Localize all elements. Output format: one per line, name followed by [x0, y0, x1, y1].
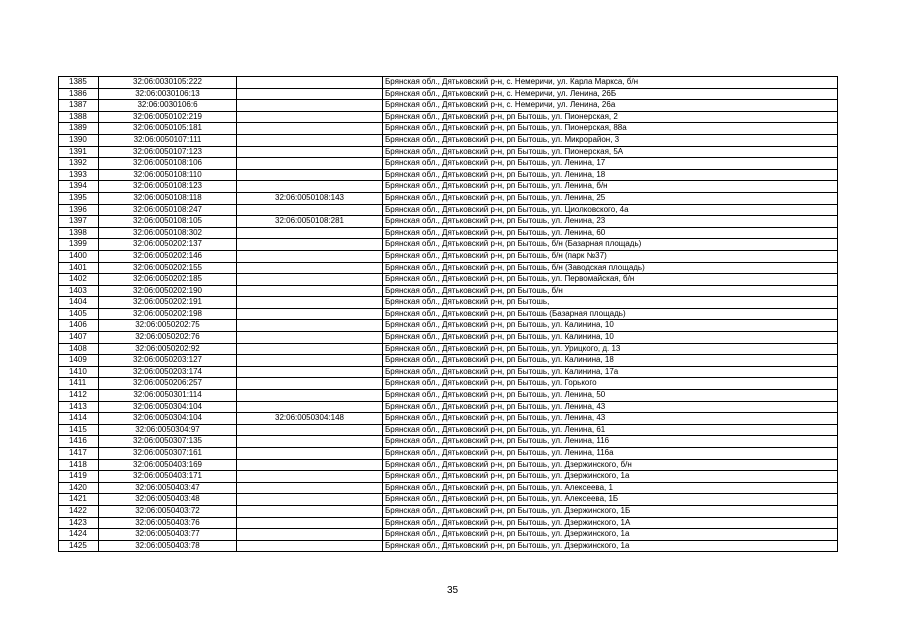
- sub-cadastral-number-cell: 32:06:0050304:148: [237, 413, 383, 425]
- address-cell: Брянская обл., Дятьковский р-н, с. Немеричи, ул. Ленина, 26а: [383, 100, 838, 112]
- cadastral-number-cell: 32:06:0050108:247: [99, 204, 237, 216]
- address-cell: Брянская обл., Дятьковский р-н, рп Бытошь, ул. Дзержинского, б/н: [383, 459, 838, 471]
- cadastral-number-cell: 32:06:0050108:302: [99, 227, 237, 239]
- table-row: [59, 88, 838, 100]
- table-row: [59, 424, 838, 436]
- row-number-cell: 1386: [59, 88, 99, 100]
- cadastral-number-cell: 32:06:0050403:169: [99, 459, 237, 471]
- row-number-cell: 1425: [59, 540, 99, 552]
- cadastral-number-cell: 32:06:0050108:123: [99, 181, 237, 193]
- sub-cadastral-number-cell: [237, 378, 383, 390]
- table-row: [59, 192, 838, 204]
- row-number-cell: 1405: [59, 308, 99, 320]
- address-cell: Брянская обл., Дятьковский р-н, рп Бытошь, ул. Ленина, 60: [383, 227, 838, 239]
- row-number-cell: 1396: [59, 204, 99, 216]
- sub-cadastral-number-cell: [237, 134, 383, 146]
- address-cell: Брянская обл., Дятьковский р-н, рп Бытошь, б/н: [383, 285, 838, 297]
- sub-cadastral-number-cell: [237, 505, 383, 517]
- cadastral-number-cell: 32:06:0050108:105: [99, 216, 237, 228]
- row-number-cell: 1412: [59, 390, 99, 402]
- row-number-cell: 1402: [59, 274, 99, 286]
- row-number-cell: 1417: [59, 448, 99, 460]
- sub-cadastral-number-cell: [237, 482, 383, 494]
- row-number-cell: 1399: [59, 239, 99, 251]
- row-number-cell: 1406: [59, 320, 99, 332]
- row-number-cell: 1404: [59, 297, 99, 309]
- address-cell: Брянская обл., Дятьковский р-н, рп Бытошь, ул. Ленина, 116: [383, 436, 838, 448]
- cadastral-number-cell: 32:06:0050203:174: [99, 366, 237, 378]
- row-number-cell: 1415: [59, 424, 99, 436]
- cadastral-number-cell: 32:06:0050108:106: [99, 158, 237, 170]
- sub-cadastral-number-cell: [237, 262, 383, 274]
- cadastral-number-cell: 32:06:0050307:161: [99, 448, 237, 460]
- row-number-cell: 1418: [59, 459, 99, 471]
- address-cell: Брянская обл., Дятьковский р-н, рп Бытошь, ул. Калинина, 10: [383, 320, 838, 332]
- table-row: [59, 540, 838, 552]
- table-row: [59, 378, 838, 390]
- sub-cadastral-number-cell: [237, 343, 383, 355]
- address-cell: Брянская обл., Дятьковский р-н, рп Бытошь, ул. Дзержинского, 1А: [383, 517, 838, 529]
- address-cell: Брянская обл., Дятьковский р-н, рп Бытошь, ул. Ленина, 23: [383, 216, 838, 228]
- table-row: [59, 529, 838, 541]
- address-cell: Брянская обл., Дятьковский р-н, рп Бытошь, ул. Ленина, 116а: [383, 448, 838, 460]
- register-table-body: [59, 77, 838, 552]
- row-number-cell: 1395: [59, 192, 99, 204]
- sub-cadastral-number-cell: 32:06:0050108:143: [237, 192, 383, 204]
- sub-cadastral-number-cell: [237, 448, 383, 460]
- row-number-cell: 1400: [59, 250, 99, 262]
- cadastral-number-cell: 32:06:0050202:76: [99, 332, 237, 344]
- address-cell: Брянская обл., Дятьковский р-н, рп Бытошь, ул. Ленина, 25: [383, 192, 838, 204]
- sub-cadastral-number-cell: [237, 471, 383, 483]
- cadastral-number-cell: 32:06:0050203:127: [99, 355, 237, 367]
- cadastral-number-cell: 32:06:0030106:6: [99, 100, 237, 112]
- cadastral-number-cell: 32:06:0050108:118: [99, 192, 237, 204]
- sub-cadastral-number-cell: [237, 285, 383, 297]
- cadastral-number-cell: 32:06:0050403:171: [99, 471, 237, 483]
- sub-cadastral-number-cell: [237, 390, 383, 402]
- sub-cadastral-number-cell: [237, 77, 383, 89]
- sub-cadastral-number-cell: [237, 366, 383, 378]
- table-row: [59, 320, 838, 332]
- sub-cadastral-number-cell: [237, 424, 383, 436]
- table-row: [59, 343, 838, 355]
- table-row: [59, 471, 838, 483]
- address-cell: Брянская обл., Дятьковский р-н, рп Бытошь, ул. Ленина, 61: [383, 424, 838, 436]
- row-number-cell: 1397: [59, 216, 99, 228]
- table-row: [59, 111, 838, 123]
- table-row: [59, 505, 838, 517]
- address-cell: Брянская обл., Дятьковский р-н, рп Бытошь, ул. Ленина, 43: [383, 401, 838, 413]
- table-row: [59, 413, 838, 425]
- table-row: [59, 274, 838, 286]
- table-row: [59, 227, 838, 239]
- cadastral-number-cell: 32:06:0050102:219: [99, 111, 237, 123]
- cadastral-number-cell: 32:06:0050403:47: [99, 482, 237, 494]
- row-number-cell: 1408: [59, 343, 99, 355]
- cadastral-number-cell: 32:06:0050105:181: [99, 123, 237, 135]
- table-row: [59, 285, 838, 297]
- sub-cadastral-number-cell: [237, 540, 383, 552]
- sub-cadastral-number-cell: [237, 227, 383, 239]
- sub-cadastral-number-cell: [237, 239, 383, 251]
- cadastral-number-cell: 32:06:0030106:13: [99, 88, 237, 100]
- sub-cadastral-number-cell: [237, 88, 383, 100]
- address-cell: Брянская обл., Дятьковский р-н, рп Бытошь, ул. Калинина, 10: [383, 332, 838, 344]
- address-cell: Брянская обл., Дятьковский р-н, рп Бытошь, ул. Ленина, 50: [383, 390, 838, 402]
- address-cell: Брянская обл., Дятьковский р-н, рп Бытошь,: [383, 297, 838, 309]
- sub-cadastral-number-cell: [237, 355, 383, 367]
- address-cell: Брянская обл., Дятьковский р-н, рп Бытошь, ул. Дзержинского, 1а: [383, 471, 838, 483]
- table-row: [59, 204, 838, 216]
- sub-cadastral-number-cell: [237, 308, 383, 320]
- address-cell: Брянская обл., Дятьковский р-н, рп Бытошь, ул. Дзержинского, 1Б: [383, 505, 838, 517]
- sub-cadastral-number-cell: [237, 529, 383, 541]
- register-table: [58, 76, 838, 552]
- table-row: [59, 459, 838, 471]
- row-number-cell: 1401: [59, 262, 99, 274]
- cadastral-number-cell: 32:06:0050304:104: [99, 401, 237, 413]
- row-number-cell: 1407: [59, 332, 99, 344]
- row-number-cell: 1413: [59, 401, 99, 413]
- row-number-cell: 1394: [59, 181, 99, 193]
- table-row: [59, 181, 838, 193]
- cadastral-number-cell: 32:06:0050202:198: [99, 308, 237, 320]
- row-number-cell: 1390: [59, 134, 99, 146]
- table-row: [59, 366, 838, 378]
- row-number-cell: 1389: [59, 123, 99, 135]
- row-number-cell: 1422: [59, 505, 99, 517]
- address-cell: Брянская обл., Дятьковский р-н, рп Бытошь, ул. Дзержинского, 1а: [383, 540, 838, 552]
- row-number-cell: 1423: [59, 517, 99, 529]
- table-row: [59, 134, 838, 146]
- address-cell: Брянская обл., Дятьковский р-н, с. Немеричи, ул. Карла Маркса, б/н: [383, 77, 838, 89]
- cadastral-number-cell: 32:06:0050202:191: [99, 297, 237, 309]
- table-row: [59, 448, 838, 460]
- table-row: [59, 100, 838, 112]
- row-number-cell: 1385: [59, 77, 99, 89]
- sub-cadastral-number-cell: [237, 250, 383, 262]
- sub-cadastral-number-cell: [237, 320, 383, 332]
- table-row: [59, 216, 838, 228]
- address-cell: Брянская обл., Дятьковский р-н, рп Бытошь, ул. Ленина, 43: [383, 413, 838, 425]
- address-cell: Брянская обл., Дятьковский р-н, рп Бытошь, б/н (парк №37): [383, 250, 838, 262]
- table-row: [59, 297, 838, 309]
- table-row: [59, 158, 838, 170]
- cadastral-number-cell: 32:06:0050301:114: [99, 390, 237, 402]
- row-number-cell: 1388: [59, 111, 99, 123]
- row-number-cell: 1398: [59, 227, 99, 239]
- row-number-cell: 1387: [59, 100, 99, 112]
- sub-cadastral-number-cell: [237, 494, 383, 506]
- address-cell: Брянская обл., Дятьковский р-н, рп Бытошь, ул. Дзержинского, 1а: [383, 529, 838, 541]
- cadastral-number-cell: 32:06:0050202:190: [99, 285, 237, 297]
- address-cell: Брянская обл., Дятьковский р-н, рп Бытошь, ул. Циолковского, 4а: [383, 204, 838, 216]
- row-number-cell: 1416: [59, 436, 99, 448]
- cadastral-number-cell: 32:06:0050304:104: [99, 413, 237, 425]
- row-number-cell: 1414: [59, 413, 99, 425]
- row-number-cell: 1410: [59, 366, 99, 378]
- cadastral-number-cell: 32:06:0050107:111: [99, 134, 237, 146]
- address-cell: Брянская обл., Дятьковский р-н, рп Бытошь, ул. Калинина, 18: [383, 355, 838, 367]
- sub-cadastral-number-cell: [237, 401, 383, 413]
- sub-cadastral-number-cell: [237, 332, 383, 344]
- row-number-cell: 1419: [59, 471, 99, 483]
- address-cell: Брянская обл., Дятьковский р-н, рп Бытошь, ул. Ленина, 17: [383, 158, 838, 170]
- row-number-cell: 1393: [59, 169, 99, 181]
- table-row: [59, 239, 838, 251]
- sub-cadastral-number-cell: [237, 123, 383, 135]
- row-number-cell: 1420: [59, 482, 99, 494]
- cadastral-number-cell: 32:06:0050202:155: [99, 262, 237, 274]
- address-cell: Брянская обл., Дятьковский р-н, рп Бытошь, ул. Пионерская, 88а: [383, 123, 838, 135]
- address-cell: Брянская обл., Дятьковский р-н, рп Бытошь, ул. Пионерская, 5А: [383, 146, 838, 158]
- row-number-cell: 1411: [59, 378, 99, 390]
- address-cell: Брянская обл., Дятьковский р-н, рп Бытошь (Базарная площадь): [383, 308, 838, 320]
- cadastral-number-cell: 32:06:0050403:77: [99, 529, 237, 541]
- table-row: [59, 390, 838, 402]
- table-row: [59, 123, 838, 135]
- cadastral-number-cell: 32:06:0050403:48: [99, 494, 237, 506]
- sub-cadastral-number-cell: [237, 274, 383, 286]
- cadastral-number-cell: 32:06:0050107:123: [99, 146, 237, 158]
- address-cell: Брянская обл., Дятьковский р-н, рп Бытошь, ул. Микрорайон, 3: [383, 134, 838, 146]
- row-number-cell: 1421: [59, 494, 99, 506]
- address-cell: Брянская обл., Дятьковский р-н, рп Бытошь, ул. Первомайская, б/н: [383, 274, 838, 286]
- row-number-cell: 1424: [59, 529, 99, 541]
- cadastral-number-cell: 32:06:0050403:78: [99, 540, 237, 552]
- cadastral-number-cell: 32:06:0050202:137: [99, 239, 237, 251]
- cadastral-number-cell: 32:06:0050304:97: [99, 424, 237, 436]
- table-row: [59, 250, 838, 262]
- row-number-cell: 1409: [59, 355, 99, 367]
- sub-cadastral-number-cell: [237, 169, 383, 181]
- table-row: [59, 308, 838, 320]
- cadastral-number-cell: 32:06:0050403:72: [99, 505, 237, 517]
- page-number: 35: [446, 585, 459, 596]
- table-row: [59, 77, 838, 89]
- address-cell: Брянская обл., Дятьковский р-н, рп Бытошь, ул. Урицкого, д. 13: [383, 343, 838, 355]
- address-cell: Брянская обл., Дятьковский р-н, рп Бытошь, ул. Горького: [383, 378, 838, 390]
- address-cell: Брянская обл., Дятьковский р-н, рп Бытошь, ул. Ленина, б/н: [383, 181, 838, 193]
- sub-cadastral-number-cell: [237, 158, 383, 170]
- address-cell: Брянская обл., Дятьковский р-н, рп Бытошь, б/н (Заводская площадь): [383, 262, 838, 274]
- cadastral-number-cell: 32:06:0050206:257: [99, 378, 237, 390]
- sub-cadastral-number-cell: [237, 204, 383, 216]
- table-row: [59, 262, 838, 274]
- table-row: [59, 436, 838, 448]
- address-cell: Брянская обл., Дятьковский р-н, рп Бытошь, ул. Ленина, 18: [383, 169, 838, 181]
- sub-cadastral-number-cell: [237, 111, 383, 123]
- cadastral-number-cell: 32:06:0050307:135: [99, 436, 237, 448]
- cadastral-number-cell: 32:06:0050202:185: [99, 274, 237, 286]
- sub-cadastral-number-cell: [237, 181, 383, 193]
- table-row: [59, 401, 838, 413]
- table-row: [59, 482, 838, 494]
- table-row: [59, 355, 838, 367]
- address-cell: Брянская обл., Дятьковский р-н, с. Немеричи, ул. Ленина, 26Б: [383, 88, 838, 100]
- sub-cadastral-number-cell: [237, 146, 383, 158]
- table-row: [59, 169, 838, 181]
- cadastral-number-cell: 32:06:0050202:75: [99, 320, 237, 332]
- address-cell: Брянская обл., Дятьковский р-н, рп Бытошь, ул. Калинина, 17а: [383, 366, 838, 378]
- sub-cadastral-number-cell: [237, 436, 383, 448]
- table-row: [59, 517, 838, 529]
- row-number-cell: 1391: [59, 146, 99, 158]
- row-number-cell: 1403: [59, 285, 99, 297]
- address-cell: Брянская обл., Дятьковский р-н, рп Бытошь, ул. Алексеева, 1: [383, 482, 838, 494]
- sub-cadastral-number-cell: [237, 297, 383, 309]
- cadastral-number-cell: 32:06:0030105:222: [99, 77, 237, 89]
- row-number-cell: 1392: [59, 158, 99, 170]
- table-row: [59, 146, 838, 158]
- sub-cadastral-number-cell: [237, 517, 383, 529]
- cadastral-number-cell: 32:06:0050108:110: [99, 169, 237, 181]
- sub-cadastral-number-cell: [237, 100, 383, 112]
- table-row: [59, 332, 838, 344]
- cadastral-number-cell: 32:06:0050202:92: [99, 343, 237, 355]
- address-cell: Брянская обл., Дятьковский р-н, рп Бытошь, ул. Пионерская, 2: [383, 111, 838, 123]
- address-cell: Брянская обл., Дятьковский р-н, рп Бытошь, ул. Алексеева, 1Б: [383, 494, 838, 506]
- sub-cadastral-number-cell: [237, 459, 383, 471]
- table-row: [59, 494, 838, 506]
- cadastral-number-cell: 32:06:0050202:146: [99, 250, 237, 262]
- sub-cadastral-number-cell: 32:06:0050108:281: [237, 216, 383, 228]
- cadastral-number-cell: 32:06:0050403:76: [99, 517, 237, 529]
- address-cell: Брянская обл., Дятьковский р-н, рп Бытошь, б/н (Базарная площадь): [383, 239, 838, 251]
